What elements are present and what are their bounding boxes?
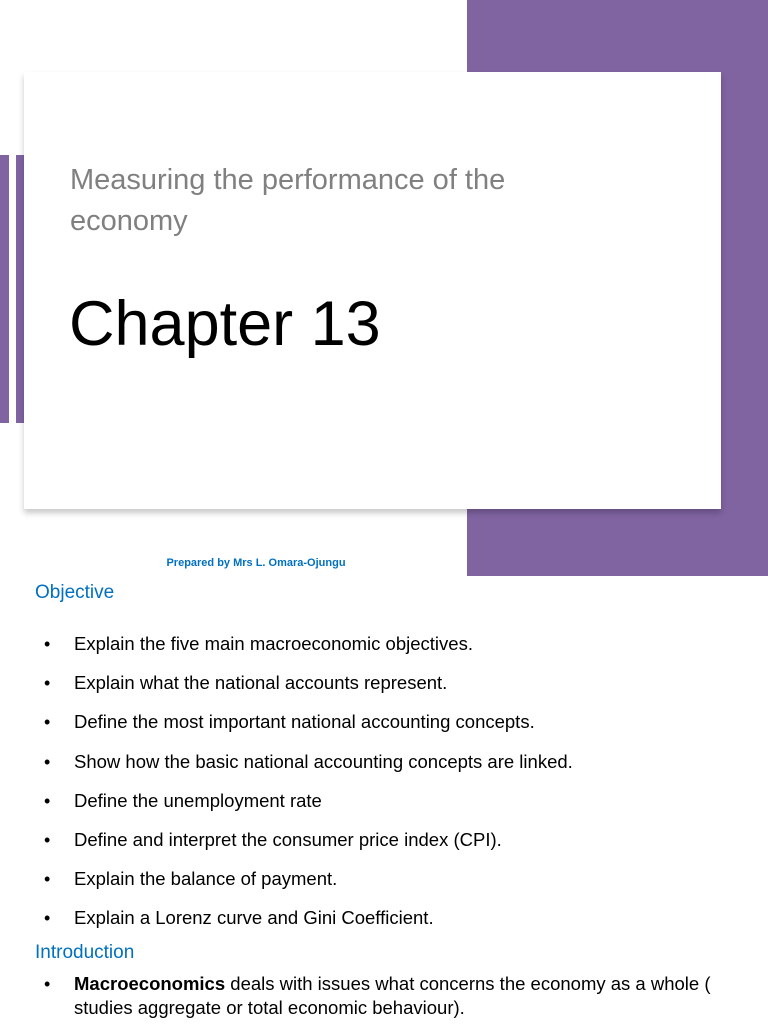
bullet-icon: • (44, 751, 51, 772)
decorative-left-bar (0, 155, 9, 423)
bullet-icon: • (44, 790, 51, 811)
bullet-icon: • (44, 869, 51, 890)
list-item: • Explain the five main macroeconomic objectives. (44, 633, 473, 654)
list-item: • Define and interpret the consumer price index (CPI). (44, 828, 502, 850)
decorative-left-bar-thin (16, 155, 24, 423)
objective-list (0, 633, 768, 947)
definition-text: deals with issues what concerns the economy as a whole ( studies aggregate or total economic behaviour). (74, 973, 711, 1018)
slide-subtitle: Measuring the performance of the economy (70, 164, 506, 237)
bullet-icon: • (44, 712, 51, 733)
bullet-icon: • (44, 673, 51, 694)
slide-title: Chapter 13 (69, 289, 381, 359)
bullet-icon: • (44, 908, 51, 929)
list-item: • Explain what the national accounts represent. (44, 672, 448, 694)
list-item: • Show how the basic national accounting concepts are linked. (44, 750, 573, 772)
bullet-icon: • (44, 829, 51, 850)
objective-heading: Objective (35, 582, 115, 603)
bullet-icon: • (44, 974, 51, 994)
list-item (0, 972, 768, 1020)
introduction-heading: Introduction (35, 942, 135, 963)
list-item: • Define the most important national accounting concepts. (44, 711, 535, 733)
title-slide (24, 72, 721, 509)
list-item: • Define the unemployment rate (44, 789, 322, 811)
introduction-list (0, 972, 768, 1020)
list-item: • Explain the balance of payment. (44, 868, 338, 890)
list-item: • Explain a Lorenz curve and Gini Coefficient. (44, 907, 434, 929)
term-macroeconomics: Macroeconomics (74, 973, 226, 994)
bullet-icon: • (44, 634, 51, 654)
prepared-by-note: Prepared by Mrs L. Omara-Ojungu (166, 557, 346, 569)
